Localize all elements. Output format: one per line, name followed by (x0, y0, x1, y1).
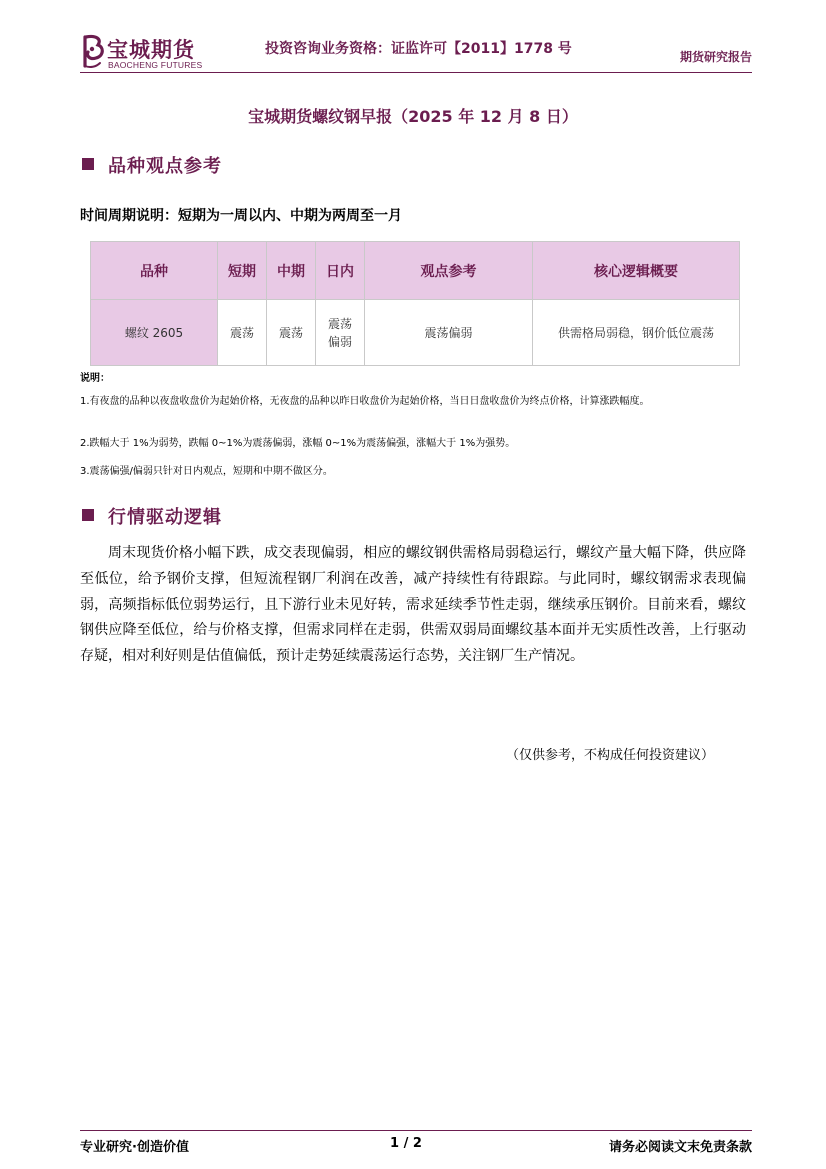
note-item: 1.有夜盘的品种以夜盘收盘价为起始价格，无夜盘的品种以昨日收盘价为起始价格，当日日盘收盘价为终点价格，计算涨跌幅度。 (80, 396, 650, 407)
views-table (90, 241, 740, 366)
cell-view: 震荡偏弱 (365, 300, 533, 366)
page-number: 1 / 2 (390, 1136, 422, 1151)
note-item: 3.震荡偏强/偏弱只针对日内观点，短期和中期不做区分。 (80, 466, 333, 477)
footer-divider (80, 1130, 752, 1131)
section-heading-label: 品种观点参考 (108, 156, 222, 177)
section-bullet-icon (82, 509, 94, 521)
table-header-core-logic: 核心逻辑概要 (533, 242, 740, 300)
market-logic-paragraph: 周末现货价格小幅下跌，成交表现偏弱，相应的螺纹钢供需格局弱稳运行，螺纹产量大幅下降，供应降至低位，给予钢价支撑，但短流程钢厂利润在改善，减产持续性有待跟踪。与此同时，螺纹钢需求表现偏弱，高频指标低位弱势运行，且下游行业未见好转，需求延续季节性走弱，继续承压钢价。目前来看，螺纹钢供应降至低位，给与价格支撑，但需求同样在走弱，供需双弱局面螺纹基本面并无实质性改善，上行驱动存疑，相对利好则是估值偏低，预计走势延续震荡运行态势，关注钢厂生产情况。 (80, 545, 746, 665)
cell-intraday: 震荡偏弱 (316, 300, 365, 366)
report-title: 宝城期货螺纹钢早报（2025 年 12 月 8 日） (248, 107, 578, 126)
table-header-intraday: 日内 (316, 242, 365, 300)
license-statement: 投资咨询业务资格：证监许可【2011】1778 号 (265, 41, 572, 57)
period-note: 时间周期说明：短期为一周以内、中期为两周至一月 (80, 208, 402, 224)
notes-title: 说明： (80, 373, 110, 384)
header-divider (80, 72, 752, 73)
cell-core-logic: 供需格局弱稳，钢价低位震荡 (533, 300, 740, 366)
section-heading-label: 行情驱动逻辑 (108, 507, 222, 528)
cell-short-term: 震荡 (218, 300, 267, 366)
company-logo (80, 34, 210, 72)
inline-disclaimer: （仅供参考，不构成任何投资建议） (505, 748, 714, 763)
table-header-row (91, 242, 740, 300)
logo-text-en: BAOCHENG FUTURES (108, 60, 203, 70)
cell-variety: 螺纹 2605 (91, 300, 218, 366)
logo-mark-icon (80, 34, 106, 70)
table-header-short-term: 短期 (218, 242, 267, 300)
section-bullet-icon (82, 158, 94, 170)
table-header-mid-term: 中期 (267, 242, 316, 300)
footer-notice: 请务必阅读文末免责条款 (608, 1140, 752, 1155)
table-header-variety: 品种 (91, 242, 218, 300)
footer-slogan: 专业研究·创造价值 (80, 1140, 189, 1155)
logo-text-cn: 宝城期货 (107, 37, 195, 62)
table-row (91, 300, 740, 366)
page-header (80, 34, 752, 74)
report-type-label: 期货研究报告 (679, 50, 752, 64)
table-header-view: 观点参考 (365, 242, 533, 300)
cell-mid-term: 震荡 (267, 300, 316, 366)
note-item: 2.跌幅大于 1%为弱势，跌幅 0~1%为震荡偏弱，涨幅 0~1%为震荡偏强，涨幅大于 1%为强势。 (80, 438, 516, 449)
